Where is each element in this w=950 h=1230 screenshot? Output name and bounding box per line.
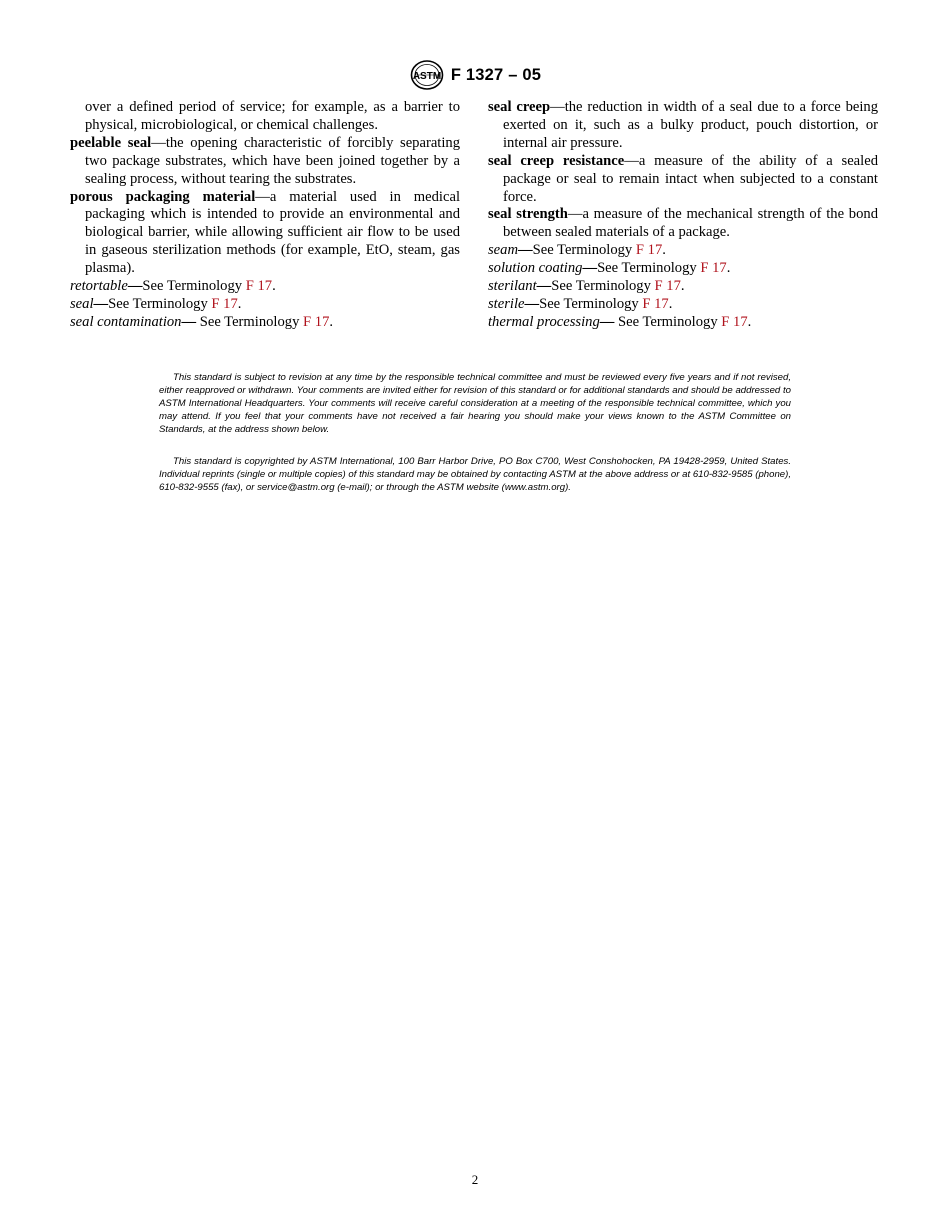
em-dash: —: [518, 242, 533, 259]
definition-text: —a material used in medical packaging which is intended to provide an environmental and biological barrier, while allowing sufficient air flow to be used in gaseous sterilization methods (for example, EtO, steam, gas plasma).: [85, 188, 460, 277]
definition-term: seal creep resistance: [488, 152, 625, 169]
revision-notice: [159, 371, 791, 436]
reference-term: seal: [70, 295, 94, 312]
reference-end: .: [329, 313, 334, 330]
revision-notice-text: This standard is subject to revision at any time by the responsible technical committee and must be reviewed every five years and if not revised, either reapproved or withdrawn. Your comments are invited either for revision of this standard or for additional standards and should be addressed to ASTM International Headquarters. Your comments will receive careful consideration at a meeting of the responsible technical committee, which you may attend. If you feel that your comments have not received a fair hearing you should make your views known to the ASTM Committee on Standards, at the address shown below.: [159, 372, 791, 436]
reference-end: .: [272, 278, 276, 295]
reference-entry: [488, 314, 878, 332]
reference-link[interactable]: F 17: [642, 295, 669, 312]
reference-entry: [488, 278, 878, 296]
reference-term: sterilant: [488, 278, 537, 295]
reference-text: See Terminology: [142, 278, 246, 295]
reference-end: .: [726, 260, 731, 277]
definition-entry: [488, 153, 878, 207]
reference-text: See Terminology: [551, 278, 655, 295]
page-header: [0, 59, 950, 91]
reference-end: .: [680, 278, 685, 295]
copyright-notice-text: This standard is copyrighted by ASTM International, 100 Barr Harbor Drive, PO Box C700, West Conshohocken, PA 19428-2959, United States. Individual reprints (single or multiple copies) of this standard may be obtained by contacting ASTM at the above address or at 610-832-9585 (phone), 610-832-9555 (fax), or service@astm.org (e-mail); or through the ASTM website (www.astm.org).: [159, 456, 791, 494]
reference-entry: [488, 242, 878, 260]
definition-entry: [488, 99, 878, 153]
reference-entry: [488, 296, 878, 314]
logo-text: ASTM: [412, 71, 442, 82]
reference-text: See Terminology: [539, 295, 643, 312]
reference-end: .: [662, 242, 666, 259]
definition-text: —the reduction in width of a seal due to a force being exerted on it, such as a bulky product, pouch distortion, or internal air pressure.: [503, 99, 878, 151]
reference-entry: [70, 296, 460, 314]
copyright-notice: [159, 455, 791, 494]
reference-text: See Terminology: [532, 242, 636, 259]
definition-entry: [488, 206, 878, 242]
reference-entry: [70, 314, 460, 332]
reference-term: thermal processing: [488, 313, 600, 330]
reference-entry: [488, 260, 878, 278]
definition-text: —the opening characteristic of forcibly separating two package substrates, which have been joined together by a sealing process, without tearing the substrates.: [85, 134, 460, 187]
page-number: 2: [471, 1172, 479, 1187]
reference-end: .: [237, 295, 242, 312]
definition-term: seal creep: [488, 99, 551, 115]
reference-link[interactable]: F 17: [635, 242, 663, 259]
reference-term: seam: [488, 242, 518, 259]
left-column: [70, 99, 460, 332]
em-dash: —: [536, 278, 552, 295]
definition-term: seal strength: [488, 206, 568, 223]
reference-term: retortable: [70, 278, 128, 295]
em-dash: —: [599, 313, 615, 330]
reference-link[interactable]: F 17: [654, 278, 681, 295]
em-dash: —: [582, 260, 598, 277]
right-column: [488, 99, 878, 332]
definition-continuation: over a defined period of service; for example, as a barrier to physical, microbiological, or chemical challenges.: [85, 99, 460, 133]
reference-text: See Terminology: [108, 295, 212, 312]
reference-link[interactable]: F 17: [700, 260, 727, 277]
reference-term: seal contamination: [70, 313, 182, 330]
reference-link[interactable]: F 17: [245, 278, 273, 295]
reference-entry: [70, 278, 460, 296]
definition-term: porous packaging material: [70, 188, 256, 205]
em-dash: —: [93, 295, 109, 312]
reference-link[interactable]: F 17: [721, 313, 748, 330]
em-dash: —: [524, 295, 540, 312]
reference-text: See Terminology: [196, 313, 304, 330]
definition-text: —a measure of the ability of a sealed package or seal to remain intact when subjected to a constant force.: [503, 152, 878, 205]
reference-end: .: [747, 313, 752, 330]
definition-entry: [70, 135, 460, 189]
reference-link[interactable]: F 17: [303, 313, 330, 330]
reference-link[interactable]: F 17: [211, 295, 238, 312]
em-dash: —: [181, 313, 197, 330]
definition-text: —a measure of the mechanical strength of the bond between sealed materials of a package.: [503, 206, 878, 241]
standard-designation: F 1327 – 05: [450, 65, 542, 84]
definition-entry: [70, 189, 460, 279]
reference-term: solution coating: [488, 260, 583, 277]
reference-end: .: [668, 295, 673, 312]
em-dash: —: [127, 278, 143, 295]
reference-text: See Terminology: [614, 313, 722, 330]
reference-term: sterile: [488, 295, 525, 312]
astm-logo-icon: [409, 59, 445, 91]
definition-term: peelable seal: [70, 134, 152, 151]
reference-text: See Terminology: [597, 260, 701, 277]
